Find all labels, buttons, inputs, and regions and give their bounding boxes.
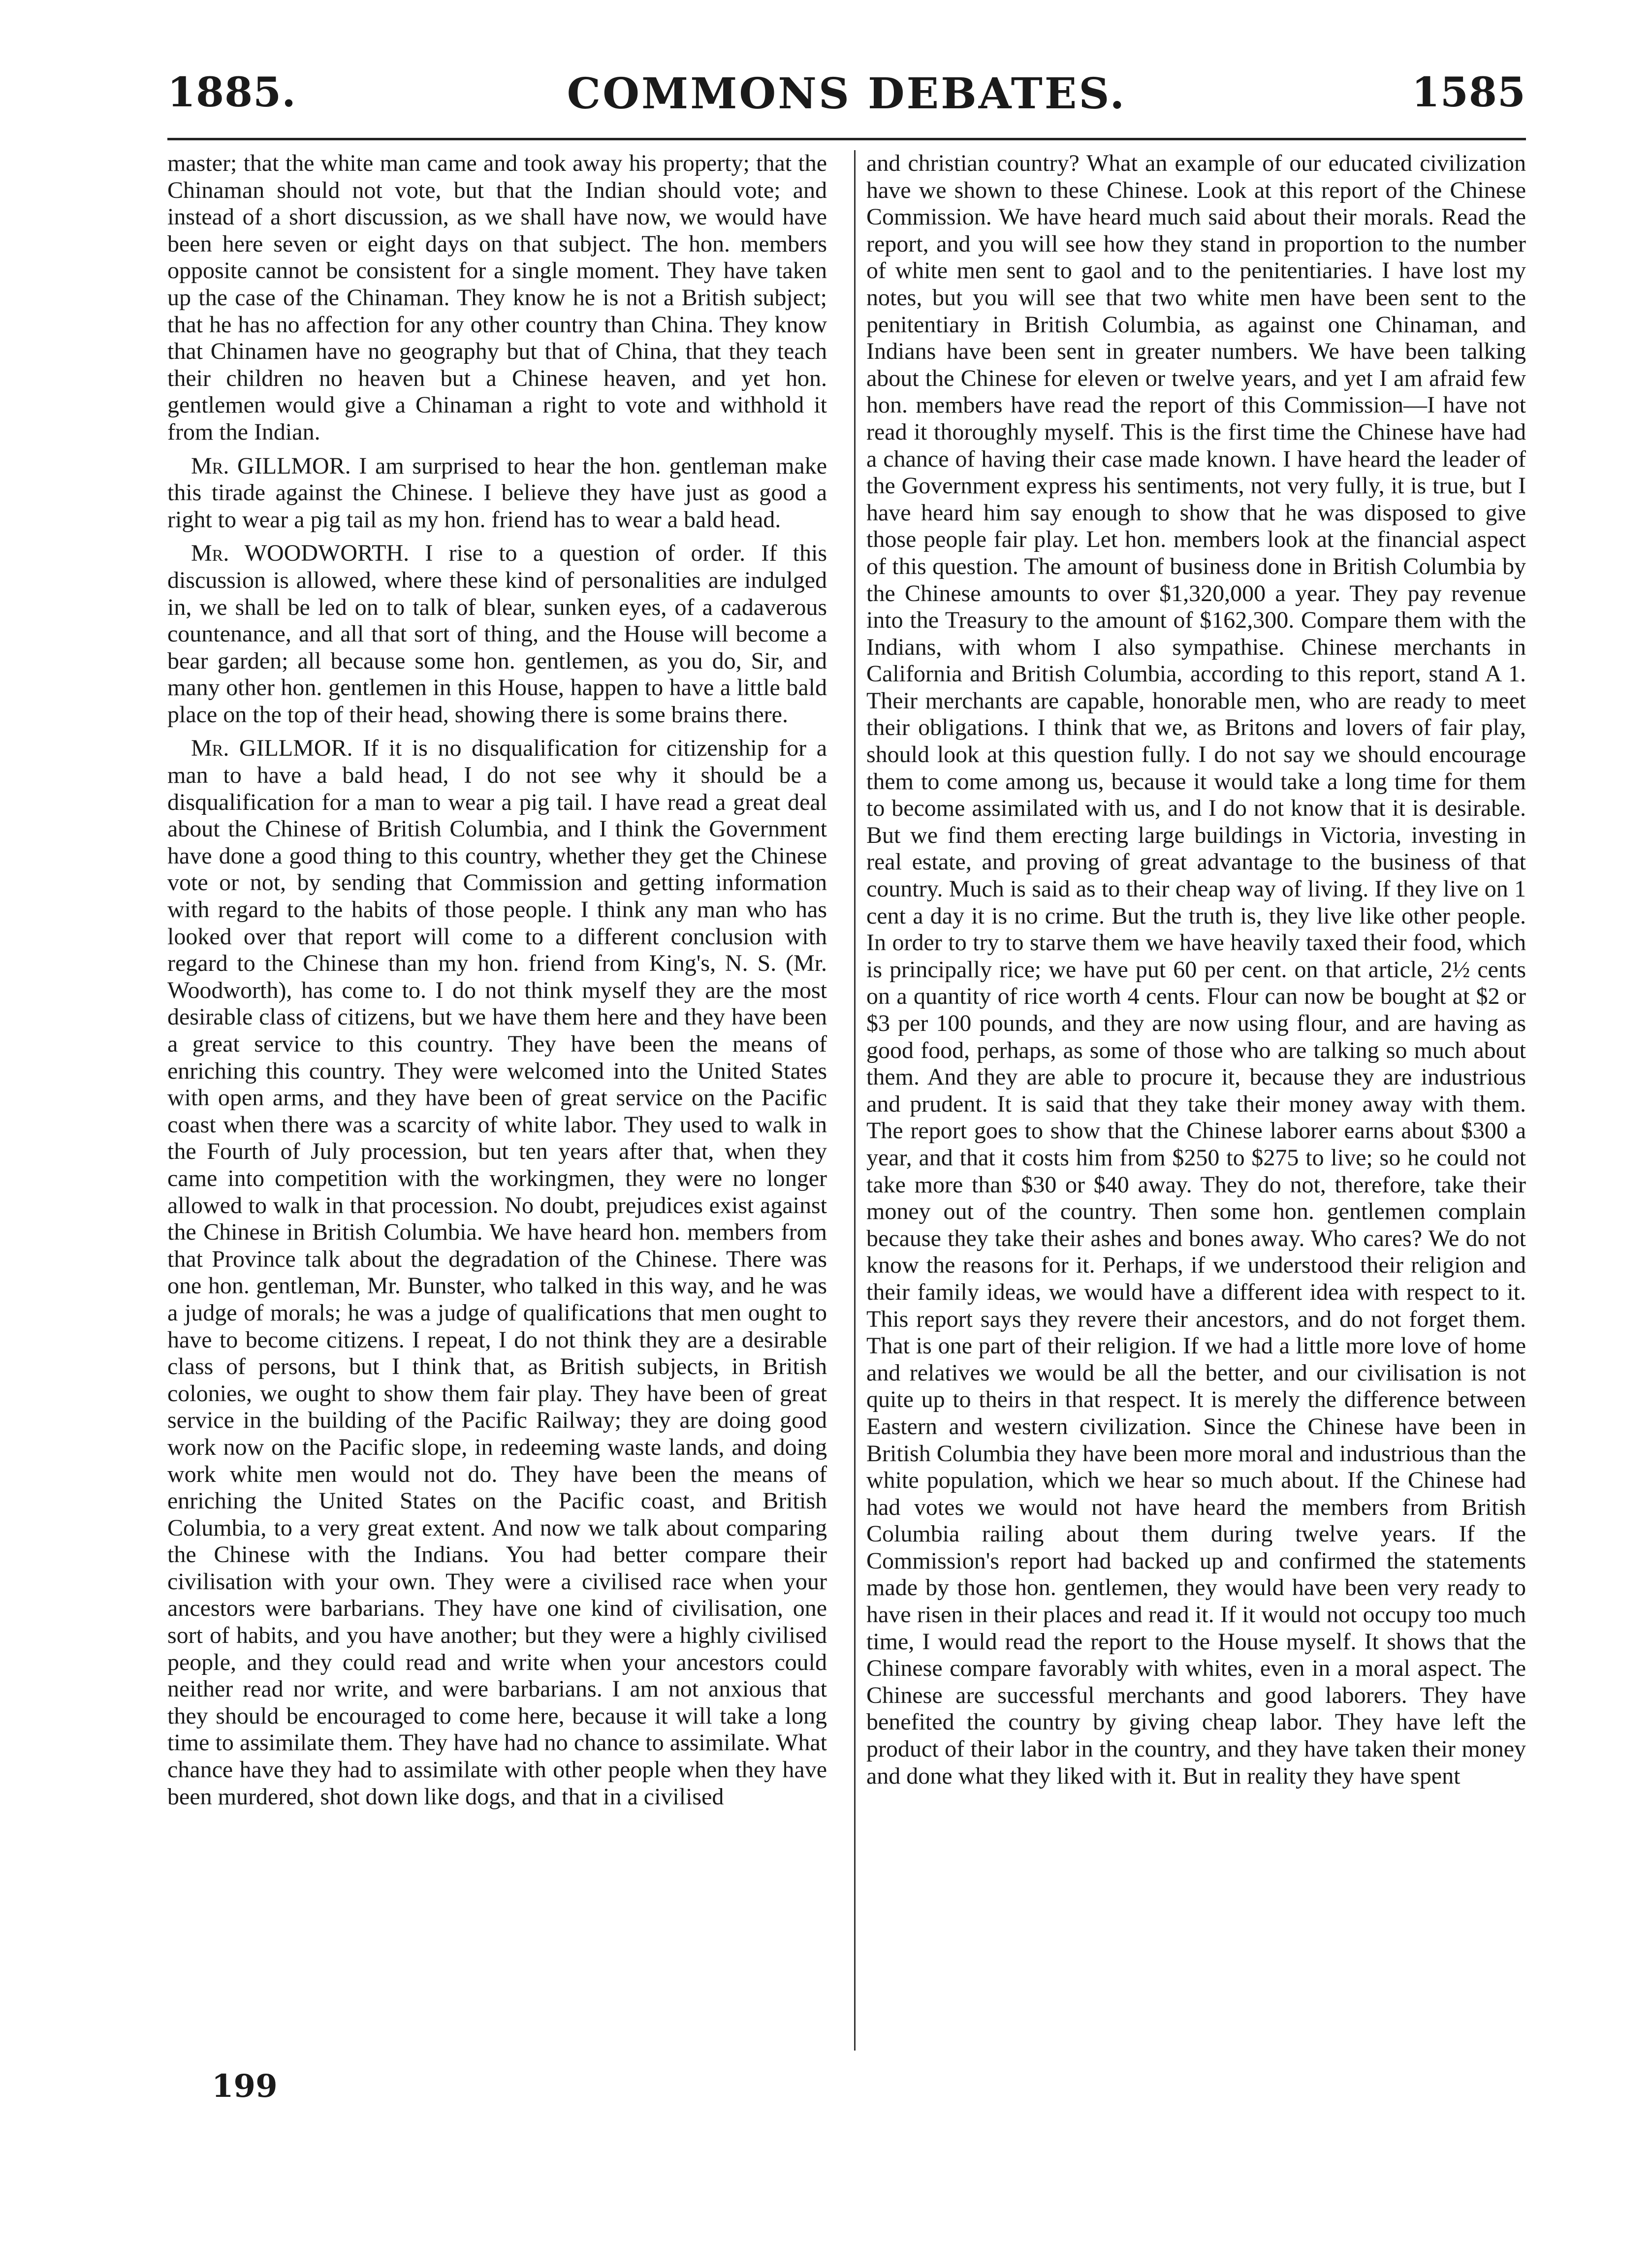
paragraph-text: I rise to a question of order. If this discussion is allowed, where these kind of personalities are indulged in, we shall be led on to talk of blear, sunken eyes, of a cadaverous countenance, and all that sort of thing, and the House will become a bear garden; all because some hon. gentlemen, as you do, Sir, and many other hon. gentlemen in this House, happen to have a little bald place on the top of their head, showing there is some brains there. <box>167 540 827 728</box>
header-page-number: 1585 <box>1411 69 1526 116</box>
header-title: COMMONS DEBATES. <box>567 69 1127 119</box>
paragraph <box>167 540 827 728</box>
paragraph-text: I am surprised to hear the hon. gentleman make this tirade against the Chinese. I believe they have just as good a right to wear a pig tail as my hon. friend has to wear a bald head. <box>167 452 827 533</box>
signature-mark: 199 <box>212 2068 278 2105</box>
header-rule <box>167 138 1526 140</box>
speaker-name: Mr. GILLMOR. <box>191 452 351 479</box>
speaker-name: Mr. WOODWORTH. <box>191 540 410 567</box>
paragraph <box>167 735 827 1810</box>
paragraph-text: master; that the white man came and took away his property; that the Chinaman should not vote, but that the Indian should vote; and instead of a short discussion, as we shall have now, we would have been here seven or eight days on that subject. The hon. members opposite cannot be consistent for a single moment. They have taken up the case of the Chinaman. They know he is not a British subject; that he has no affection for any other country than China. They know that Chinamen have no geography but that of China, that they teach their children no heaven but a Chinese heaven, and yet hon. gentlemen would give a Chinaman a right to vote and withhold it from the Indian. <box>167 150 827 445</box>
column-divider <box>854 150 856 2051</box>
paragraph-text: and christian country? What an example of our educated civilization have we shown to these Chinese. Look at this report of the Chinese Commission. We have heard much said about their morals. Read the report, and you will see how they stand in proportion to the number of white men sent to gaol and to the penitentiaries. I have lost my notes, but you will see that two white men have been sent to the penitentiary in British Columbia, as against one Chinaman, and Indians have been sent in greater numbers. We have been talking about the Chinese for eleven or twelve years, and yet I am afraid few hon. members have read the report of this Commission—I have not read it thoroughly myself. This is the first time the Chinese have had a chance of having their case made known. I have heard the leader of the Government express his sentiments, not very fully, it is true, but I have heard him say enough to show that he was disposed to give those people fair play. Let hon. members look at the financial aspect of this question. The amount of business done in British Columbia by the Chinese amounts to over $1,320,000 a year. They pay revenue into the Treasury to the amount of $162,300. Compare them with the Indians, with whom I also sympathise. Chinese merchants in California and British Columbia, according to this report, stand A 1. Their merchants are capable, honorable men, who are ready to meet their obligations. I think that we, as Britons and lovers of fair play, should look at this question fully. I do not say we should encourage them to come among us, because it would take a long time for them to become assimilated with us, and I do not know that it is desirable. But we find them erecting large buildings in Victoria, investing in real estate, and proving of great advantage to the business of that country. Much is said as to their cheap way of living. If they live on 1 cent a day it is no crime. But the truth is, they live like other people. In order to try to starve them we have heavily taxed their food, which is principally rice; we have put 60 per cent. on that article, 2½ cents on a quantity of rice worth 4 cents. Flour can now be bought at $2 or $3 per 100 pounds, and they are now using flour, and are having as good food, perhaps, as some of those who are talking so much about them. And they are able to procure it, because they are industrious and prudent. It is said that they take their money away with them. The report goes to show that the Chinese laborer earns about $300 a year, and that it costs him from $250 to $275 to live; so he could not take more than $30 or $40 away. They do not, therefore, take their money out of the country. Then some hon. gentlemen complain because they take their ashes and bones away. Who cares? We do not know the reasons for it. Perhaps, if we understood their religion and their family ideas, we would have a different idea with respect to it. This report says they revere their ancestors, and do not forget them. That is one part of their religion. If we had a little more love of home and relatives we would be all the better, and our civilisation is not quite up to theirs in that respect. It is merely the difference between Eastern and western civilization. Since the Chinese have been in British Columbia they have been more moral and industrious than the white population, which we hear so much about. If the Chinese had had votes we would not have heard the members from British Columbia railing about them during twelve years. If the Commission's report had backed up and confirmed the statements made by those hon. gentlemen, they would have been very ready to have risen in their places and read it. If it would not occupy too much time, I would read the report to the House myself. It shows that the Chinese compare favorably with whites, even in a moral aspect. The Chinese are successful merchants and good laborers. They have benefited the country by giving cheap labor. They have left the product of their labor in the country, and they have taken their money and done what they liked with it. But in reality they have spent <box>866 150 1526 1789</box>
paragraph <box>866 150 1526 1790</box>
left-column <box>167 150 827 1817</box>
paragraph <box>167 453 827 534</box>
paragraph-text: If it is no disqualification for citizenship for a man to have a bald head, I do not see why it should be a disqualification for a man to wear a pig tail. I have read a great deal about the Chinese of British Columbia, and I think the Government have done a good thing to this country, whether they get the Chinese vote or not, by sending that Commission and getting information with regard to the habits of those people. I think any man who has looked over that report will come to a different conclusion with regard to the Chinese than my hon. friend from King's, N. S. (Mr. Woodworth), has come to. I do not think myself they are the most desirable class of citizens, but we have them here and they have been a great service to this country. They have been the means of enriching this country. They were welcomed into the United States with open arms, and they have been of great service on the Pacific coast when there was a scarcity of white labor. They used to walk in the Fourth of July procession, but ten years after that, when they came into competition with the workingmen, they were no longer allowed to walk in that procession. No doubt, prejudices exist against the Chinese in British Columbia. We have heard hon. members from that Province talk about the degradation of the Chinese. There was one hon. gentleman, Mr. Bunster, who talked in this way, and he was a judge of morals; he was a judge of qualifications that men ought to have to become citizens. I repeat, I do not think they are a desirable class of persons, but I think that, as British subjects, in British colonies, we ought to show them fair play. They have been of great service in the building of the Pacific Railway; they are doing good work now on the Pacific slope, in redeeming waste lands, and doing work white men would not do. They have been the means of enriching the United States on the Pacific coast, and British Columbia, to a very great extent. And now we talk about comparing the Chinese with the Indians. You had better compare their civilisation with your own. They were a civilised race when your ancestors were barbarians. They have one kind of civilisation, one sort of habits, and you have another; but they were a highly civilised people, and they could read and write when your ancestors could neither read nor write, and were barbarians. I am not anxious that they should be encouraged to come here, because it will take a long time to assimilate them. They have had no chance to assimilate. What chance have they had to assimilate with other people when they have been murdered, shot down like dogs, and that in a civilised <box>167 735 827 1810</box>
speaker-name: Mr. GILLMOR. <box>191 735 353 762</box>
right-column <box>866 150 1526 1797</box>
page-header <box>167 69 1526 128</box>
paragraph <box>167 150 827 446</box>
header-year: 1885. <box>167 69 296 116</box>
